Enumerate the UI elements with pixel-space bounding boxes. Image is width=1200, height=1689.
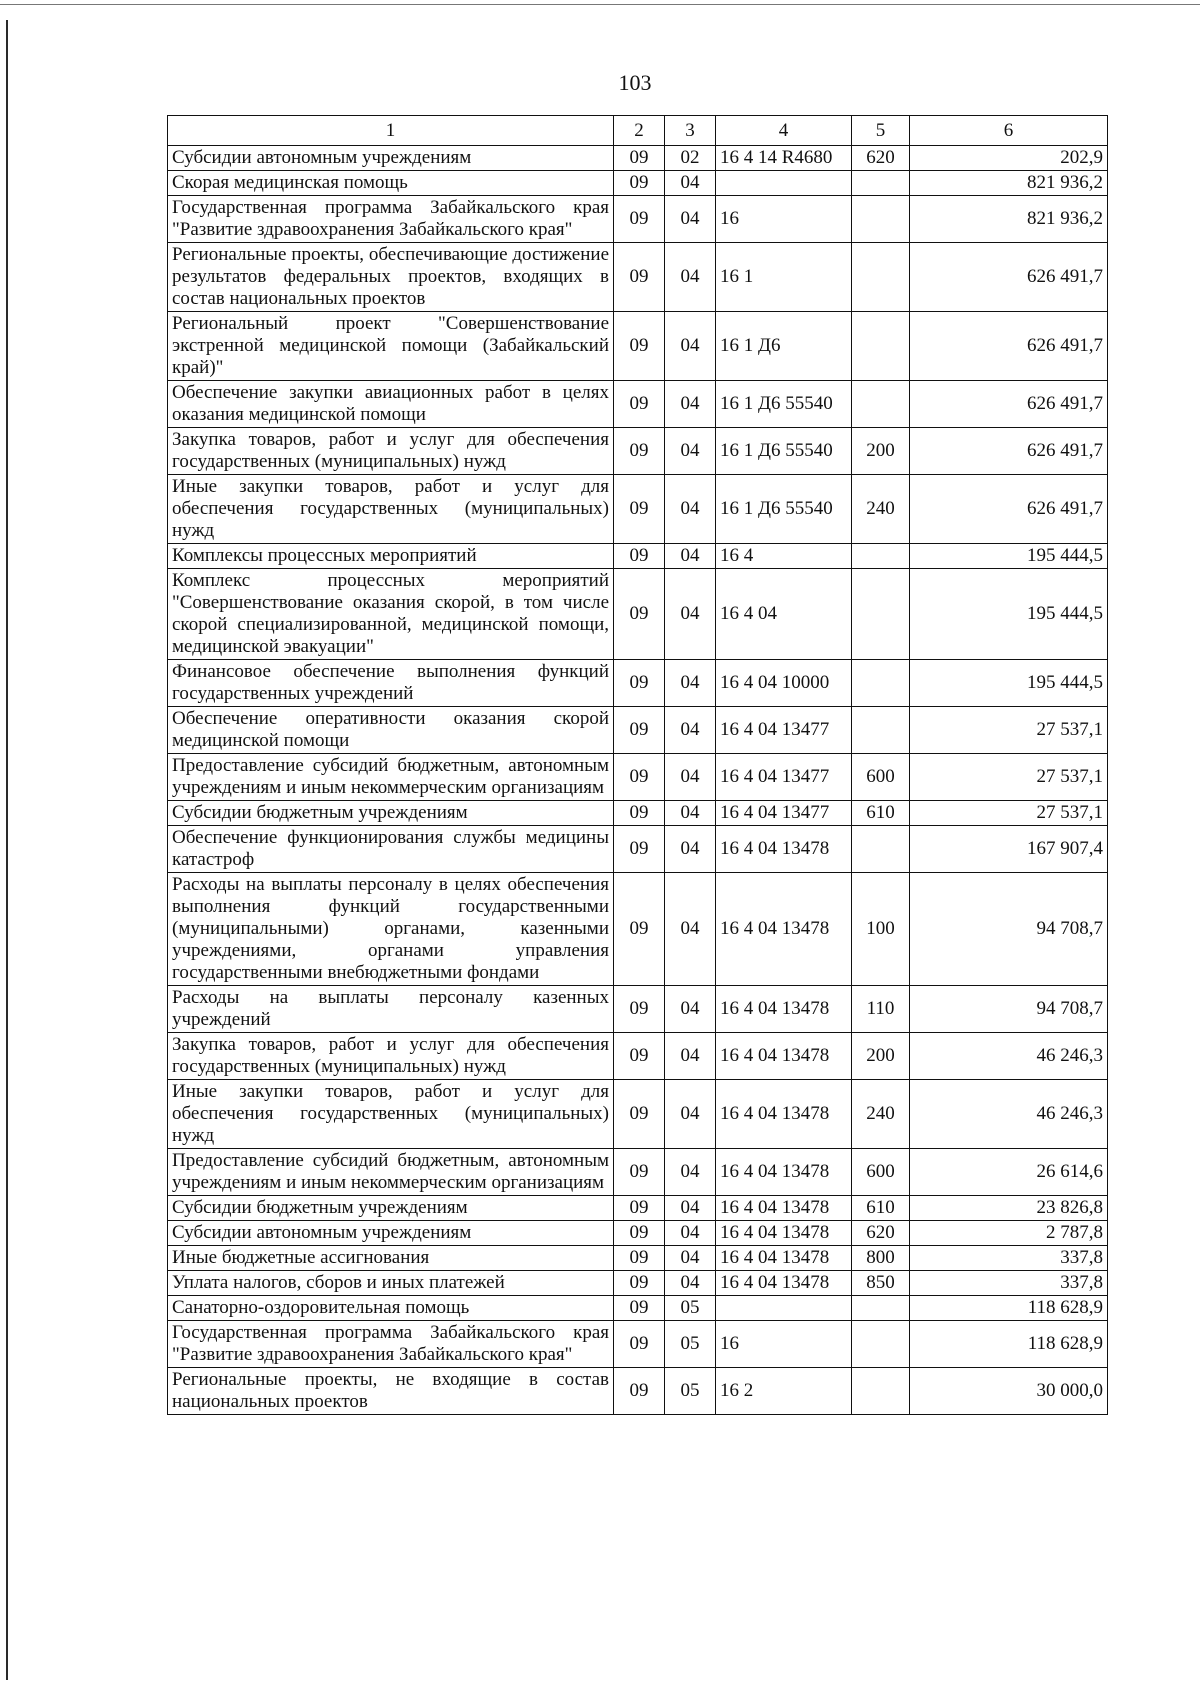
target-article-code: 16 4 04 13478	[716, 986, 852, 1033]
column-header: 4	[716, 116, 852, 146]
row-name: Расходы на выплаты персоналу в целях обеспечения выполнения функций государственными (муниципальными) органами, казенными учреждениями, органами управления государственными внебюджетными фондами	[168, 873, 614, 986]
expense-type-code	[852, 1296, 910, 1321]
table-row	[168, 754, 1108, 801]
table-row	[168, 1080, 1108, 1149]
amount: 27 537,1	[910, 707, 1108, 754]
table-row	[168, 1033, 1108, 1080]
amount: 30 000,0	[910, 1368, 1108, 1415]
row-name: Субсидии бюджетным учреждениям	[168, 801, 614, 826]
section-code: 09	[614, 475, 665, 544]
section-code: 09	[614, 873, 665, 986]
expense-type-code	[852, 826, 910, 873]
target-article-code: 16 4 04 13478	[716, 873, 852, 986]
section-code: 09	[614, 196, 665, 243]
row-name: Региональные проекты, не входящие в состав национальных проектов	[168, 1368, 614, 1415]
expense-type-code: 100	[852, 873, 910, 986]
target-article-code: 16 4 04 13477	[716, 801, 852, 826]
expense-type-code	[852, 171, 910, 196]
expense-type-code	[852, 544, 910, 569]
amount: 118 628,9	[910, 1321, 1108, 1368]
expense-type-code: 240	[852, 1080, 910, 1149]
amount: 626 491,7	[910, 428, 1108, 475]
expense-type-code	[852, 196, 910, 243]
target-article-code: 16 2	[716, 1368, 852, 1415]
table-row	[168, 312, 1108, 381]
row-name: Скорая медицинская помощь	[168, 171, 614, 196]
column-header: 2	[614, 116, 665, 146]
section-code: 09	[614, 801, 665, 826]
expense-type-code	[852, 312, 910, 381]
section-code: 09	[614, 1296, 665, 1321]
row-name: Обеспечение функционирования службы медицины катастроф	[168, 826, 614, 873]
section-code: 09	[614, 146, 665, 171]
section-code: 09	[614, 660, 665, 707]
column-header: 3	[665, 116, 716, 146]
amount: 821 936,2	[910, 171, 1108, 196]
table-row	[168, 1221, 1108, 1246]
expense-type-code	[852, 569, 910, 660]
row-name: Иные бюджетные ассигнования	[168, 1246, 614, 1271]
section-code: 09	[614, 1033, 665, 1080]
subsection-code: 04	[665, 243, 716, 312]
amount: 2 787,8	[910, 1221, 1108, 1246]
section-code: 09	[614, 986, 665, 1033]
amount: 94 708,7	[910, 986, 1108, 1033]
expense-type-code: 600	[852, 754, 910, 801]
row-name: Региональные проекты, обеспечивающие достижение результатов федеральных проектов, входящих в состав национальных проектов	[168, 243, 614, 312]
expense-type-code	[852, 1321, 910, 1368]
row-name: Государственная программа Забайкальского края "Развитие здравоохранения Забайкальского края"	[168, 196, 614, 243]
row-name: Расходы на выплаты персоналу казенных учреждений	[168, 986, 614, 1033]
table-row	[168, 428, 1108, 475]
column-header: 6	[910, 116, 1108, 146]
page-number: 103	[618, 70, 652, 95]
row-name: Комплексы процессных мероприятий	[168, 544, 614, 569]
header-row	[168, 116, 1108, 146]
section-code: 09	[614, 1246, 665, 1271]
section-code: 09	[614, 1321, 665, 1368]
section-code: 09	[614, 569, 665, 660]
row-name: Региональный проект "Совершенствование экстренной медицинской помощи (Забайкальский край)"	[168, 312, 614, 381]
amount: 202,9	[910, 146, 1108, 171]
section-code: 09	[614, 381, 665, 428]
target-article-code: 16 4 04 13478	[716, 1271, 852, 1296]
expense-type-code: 240	[852, 475, 910, 544]
subsection-code: 05	[665, 1296, 716, 1321]
target-article-code: 16 4	[716, 544, 852, 569]
table-row	[168, 986, 1108, 1033]
subsection-code: 05	[665, 1321, 716, 1368]
table-row	[168, 1196, 1108, 1221]
row-name: Субсидии автономным учреждениям	[168, 1221, 614, 1246]
target-article-code	[716, 171, 852, 196]
expense-type-code: 800	[852, 1246, 910, 1271]
amount: 626 491,7	[910, 243, 1108, 312]
section-code: 09	[614, 826, 665, 873]
expense-type-code	[852, 707, 910, 754]
target-article-code: 16 4 04 10000	[716, 660, 852, 707]
table-row	[168, 1271, 1108, 1296]
scan-left-edge	[6, 20, 8, 1680]
target-article-code: 16 4 14 R4680	[716, 146, 852, 171]
section-code: 09	[614, 243, 665, 312]
subsection-code: 04	[665, 1080, 716, 1149]
expense-type-code	[852, 381, 910, 428]
table-row	[168, 1321, 1108, 1368]
expense-type-code: 620	[852, 146, 910, 171]
target-article-code	[716, 1296, 852, 1321]
section-code: 09	[614, 1080, 665, 1149]
column-header: 1	[168, 116, 614, 146]
subsection-code: 04	[665, 1221, 716, 1246]
expense-type-code: 600	[852, 1149, 910, 1196]
table-row	[168, 1296, 1108, 1321]
section-code: 09	[614, 1368, 665, 1415]
amount: 195 444,5	[910, 660, 1108, 707]
table-row	[168, 1246, 1108, 1271]
table-row	[168, 801, 1108, 826]
expense-type-code: 200	[852, 1033, 910, 1080]
expense-type-code	[852, 1368, 910, 1415]
row-name: Закупка товаров, работ и услуг для обеспечения государственных (муниципальных) нужд	[168, 428, 614, 475]
table-row	[168, 171, 1108, 196]
column-header: 5	[852, 116, 910, 146]
section-code: 09	[614, 754, 665, 801]
expense-type-code: 620	[852, 1221, 910, 1246]
section-code: 09	[614, 428, 665, 475]
amount: 46 246,3	[910, 1033, 1108, 1080]
row-name: Предоставление субсидий бюджетным, автономным учреждениям и иным некоммерческим организациям	[168, 1149, 614, 1196]
table-row	[168, 146, 1108, 171]
amount: 167 907,4	[910, 826, 1108, 873]
subsection-code: 04	[665, 544, 716, 569]
amount: 337,8	[910, 1246, 1108, 1271]
target-article-code: 16 4 04 13478	[716, 1246, 852, 1271]
target-article-code: 16 4 04 13478	[716, 1080, 852, 1149]
subsection-code: 04	[665, 873, 716, 986]
subsection-code: 04	[665, 1149, 716, 1196]
expense-type-code: 610	[852, 801, 910, 826]
row-name: Санаторно-оздоровительная помощь	[168, 1296, 614, 1321]
subsection-code: 04	[665, 196, 716, 243]
amount: 626 491,7	[910, 381, 1108, 428]
budget-table	[167, 115, 1108, 1415]
subsection-code: 05	[665, 1368, 716, 1415]
expense-type-code	[852, 243, 910, 312]
subsection-code: 02	[665, 146, 716, 171]
subsection-code: 04	[665, 1196, 716, 1221]
amount: 27 537,1	[910, 754, 1108, 801]
row-name: Субсидии автономным учреждениям	[168, 146, 614, 171]
section-code: 09	[614, 1221, 665, 1246]
expense-type-code	[852, 660, 910, 707]
section-code: 09	[614, 1196, 665, 1221]
subsection-code: 04	[665, 660, 716, 707]
row-name: Субсидии бюджетным учреждениям	[168, 1196, 614, 1221]
section-code: 09	[614, 312, 665, 381]
target-article-code: 16 4 04 13478	[716, 1221, 852, 1246]
amount: 195 444,5	[910, 544, 1108, 569]
target-article-code: 16	[716, 196, 852, 243]
subsection-code: 04	[665, 475, 716, 544]
table-row	[168, 1368, 1108, 1415]
subsection-code: 04	[665, 1271, 716, 1296]
amount: 23 826,8	[910, 1196, 1108, 1221]
row-name: Финансовое обеспечение выполнения функций государственных учреждений	[168, 660, 614, 707]
subsection-code: 04	[665, 801, 716, 826]
section-code: 09	[614, 171, 665, 196]
amount: 195 444,5	[910, 569, 1108, 660]
expense-type-code: 610	[852, 1196, 910, 1221]
target-article-code: 16 4 04 13478	[716, 826, 852, 873]
table-row	[168, 1149, 1108, 1196]
target-article-code: 16 4 04 13478	[716, 1033, 852, 1080]
subsection-code: 04	[665, 707, 716, 754]
subsection-code: 04	[665, 986, 716, 1033]
amount: 27 537,1	[910, 801, 1108, 826]
target-article-code: 16 4 04	[716, 569, 852, 660]
amount: 26 614,6	[910, 1149, 1108, 1196]
amount: 94 708,7	[910, 873, 1108, 986]
amount: 46 246,3	[910, 1080, 1108, 1149]
row-name: Закупка товаров, работ и услуг для обеспечения государственных (муниципальных) нужд	[168, 1033, 614, 1080]
section-code: 09	[614, 1149, 665, 1196]
row-name: Иные закупки товаров, работ и услуг для обеспечения государственных (муниципальных) нужд	[168, 1080, 614, 1149]
section-code: 09	[614, 707, 665, 754]
subsection-code: 04	[665, 569, 716, 660]
target-article-code: 16 1 Д6 55540	[716, 475, 852, 544]
target-article-code: 16 4 04 13477	[716, 754, 852, 801]
table-row	[168, 569, 1108, 660]
row-name: Государственная программа Забайкальского края "Развитие здравоохранения Забайкальского края"	[168, 1321, 614, 1368]
amount: 626 491,7	[910, 312, 1108, 381]
subsection-code: 04	[665, 1033, 716, 1080]
table-row	[168, 243, 1108, 312]
amount: 118 628,9	[910, 1296, 1108, 1321]
table-row	[168, 544, 1108, 569]
subsection-code: 04	[665, 754, 716, 801]
expense-type-code: 850	[852, 1271, 910, 1296]
scan-top-edge	[0, 0, 1200, 5]
table-row	[168, 475, 1108, 544]
target-article-code: 16 1 Д6 55540	[716, 428, 852, 475]
target-article-code: 16 1 Д6	[716, 312, 852, 381]
target-article-code: 16 1 Д6 55540	[716, 381, 852, 428]
row-name: Уплата налогов, сборов и иных платежей	[168, 1271, 614, 1296]
table-row	[168, 381, 1108, 428]
row-name: Обеспечение закупки авиационных работ в целях оказания медицинской помощи	[168, 381, 614, 428]
amount: 337,8	[910, 1271, 1108, 1296]
table-row	[168, 660, 1108, 707]
target-article-code: 16 1	[716, 243, 852, 312]
subsection-code: 04	[665, 381, 716, 428]
amount: 821 936,2	[910, 196, 1108, 243]
expense-type-code: 110	[852, 986, 910, 1033]
subsection-code: 04	[665, 826, 716, 873]
row-name: Обеспечение оперативности оказания скорой медицинской помощи	[168, 707, 614, 754]
section-code: 09	[614, 1271, 665, 1296]
target-article-code: 16 4 04 13478	[716, 1149, 852, 1196]
target-article-code: 16 4 04 13478	[716, 1196, 852, 1221]
section-code: 09	[614, 544, 665, 569]
target-article-code: 16	[716, 1321, 852, 1368]
row-name: Комплекс процессных мероприятий "Совершенствование оказания скорой, в том числе скорой специализированной, медицинской помощи, медицинской эвакуации"	[168, 569, 614, 660]
subsection-code: 04	[665, 171, 716, 196]
expense-type-code: 200	[852, 428, 910, 475]
subsection-code: 04	[665, 1246, 716, 1271]
amount: 626 491,7	[910, 475, 1108, 544]
row-name: Иные закупки товаров, работ и услуг для обеспечения государственных (муниципальных) нужд	[168, 475, 614, 544]
subsection-code: 04	[665, 312, 716, 381]
subsection-code: 04	[665, 428, 716, 475]
target-article-code: 16 4 04 13477	[716, 707, 852, 754]
row-name: Предоставление субсидий бюджетным, автономным учреждениям и иным некоммерческим организациям	[168, 754, 614, 801]
table-row	[168, 826, 1108, 873]
table-row	[168, 196, 1108, 243]
table-row	[168, 873, 1108, 986]
table-row	[168, 707, 1108, 754]
